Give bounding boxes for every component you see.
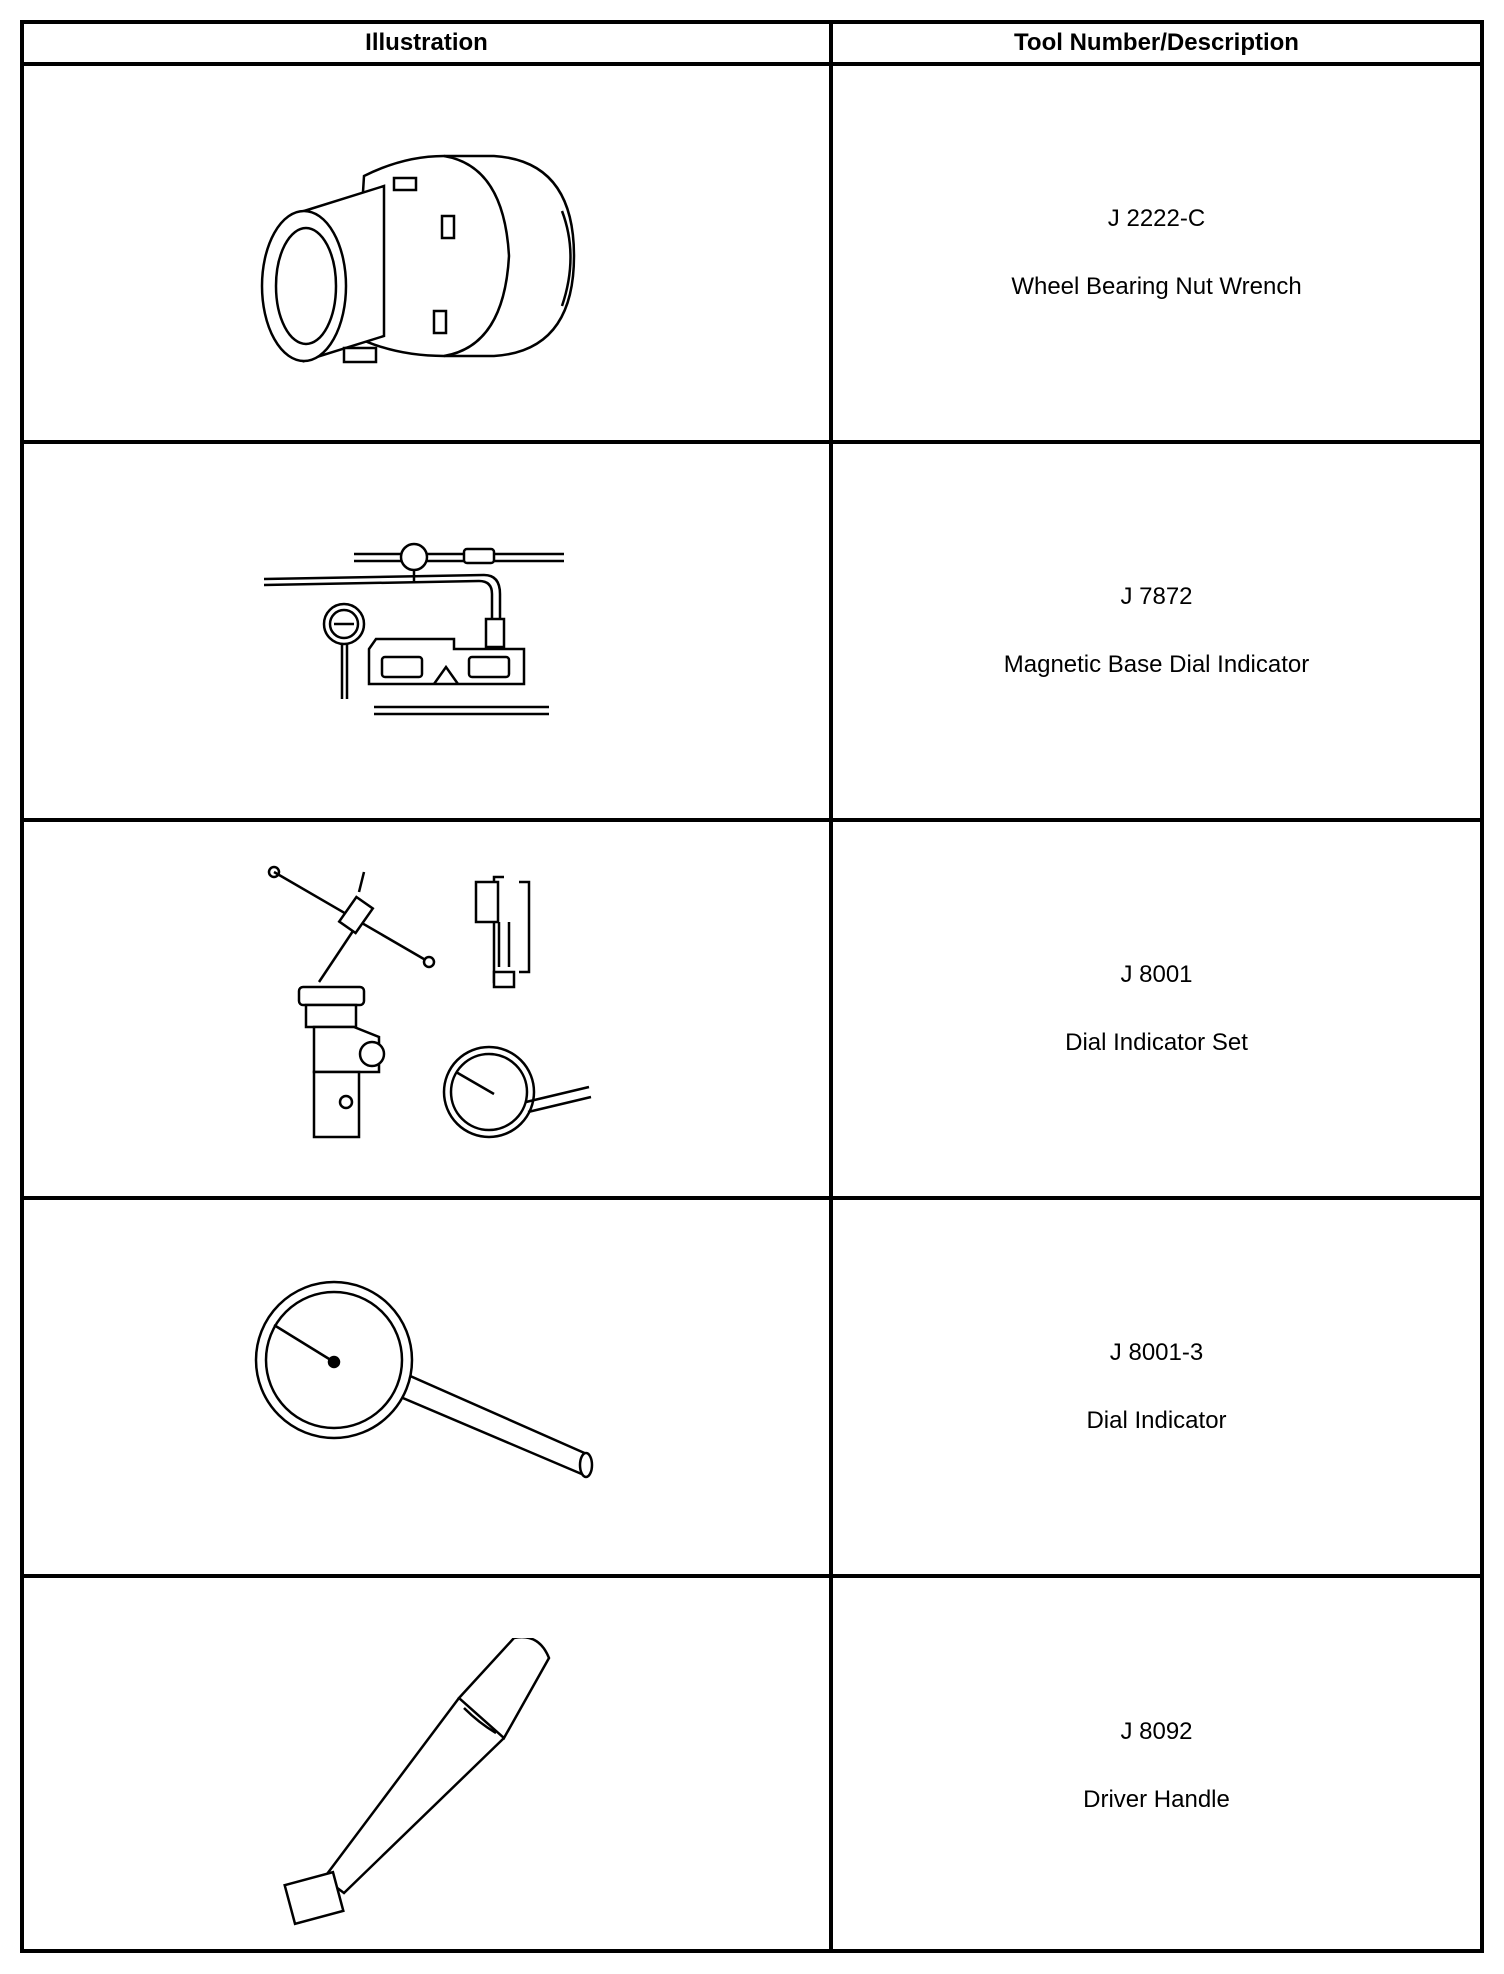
- tool-description: Dial Indicator: [1086, 1407, 1227, 1434]
- tool-number: J 8001-3: [1109, 1339, 1204, 1366]
- magnetic-base-dial-indicator-illustration: [264, 539, 624, 739]
- table-row: [24, 66, 1480, 444]
- table-row: [24, 1200, 1480, 1578]
- tool-number: J 2222-C: [1107, 205, 1206, 232]
- table-header: [24, 24, 1480, 66]
- tool-number: J 8092: [1120, 1717, 1193, 1745]
- tool-number: J 8001: [1120, 961, 1193, 988]
- tool-description-cell: [833, 1578, 1480, 1953]
- tool-description: Dial Indicator Set: [1065, 1029, 1248, 1056]
- table-row: [24, 444, 1480, 822]
- table-row: [24, 1578, 1480, 1953]
- tool-description-cell: [833, 1200, 1480, 1574]
- tool-description-cell: [833, 66, 1480, 440]
- tool-description-cell: [833, 822, 1480, 1196]
- tool-table: [20, 20, 1484, 1953]
- driver-handle-illustration: [264, 1638, 624, 1938]
- tool-description: Magnetic Base Dial Indicator: [1003, 651, 1310, 678]
- illustration-cell: [24, 444, 829, 818]
- tool-description: Driver Handle: [1083, 1785, 1230, 1813]
- illustration-cell: [24, 822, 829, 1196]
- tool-description: Wheel Bearing Nut Wrench: [1011, 273, 1302, 300]
- dial-indicator-illustration: [254, 1280, 634, 1500]
- header-tool-number-description: Tool Number/Description: [1014, 29, 1299, 56]
- dial-indicator-set-illustration: [264, 862, 624, 1162]
- tool-number: J 7872: [1120, 583, 1193, 610]
- tool-description-cell: [833, 444, 1480, 818]
- illustration-cell: [24, 66, 829, 440]
- illustration-cell: [24, 1578, 829, 1953]
- header-illustration: Illustration: [365, 29, 488, 56]
- wheel-bearing-nut-wrench-illustration: [244, 136, 604, 376]
- table-row: [24, 822, 1480, 1200]
- illustration-cell: [24, 1200, 829, 1574]
